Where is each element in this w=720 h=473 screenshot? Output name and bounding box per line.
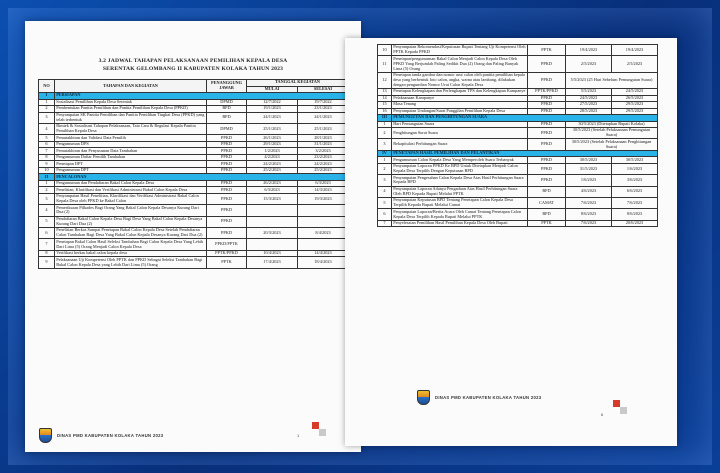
row-number: 3 (378, 139, 392, 150)
row-number: 2 (39, 187, 55, 194)
page-title-line-1: 3.2 JADWAL TAHAPAN PELAKSANAAN PEMILIHAN KEPALA DESA (98, 58, 288, 64)
row-number: 14 (378, 95, 392, 102)
activity-text: Penyampaian Laporan PPKD Ke BPD Untuk Ditetapkan Menjadi Calon Kepala Desa Terpilih Dengan Keputusan BPD (392, 163, 528, 174)
end-date: 19/4/2023 (612, 45, 658, 56)
end-date: 23/2/2023 (298, 154, 349, 161)
activity-text: Penelitian, Klarifikasi dan Verifikasi Administrasi Bakal Calon Kepala Desa (55, 187, 207, 194)
responsible-party: PPKD (207, 193, 247, 204)
row-number: 9 (39, 161, 55, 168)
row-number: 1 (378, 121, 392, 128)
row-number: 2 (378, 128, 392, 139)
responsible-party: PPKD (207, 216, 247, 227)
responsible-party: PPTK/PPKD (528, 89, 566, 96)
start-date: 25/1/2023 (247, 123, 298, 134)
row-number: 6 (39, 141, 55, 148)
end-date: 24/1/2023 (298, 112, 349, 123)
row-number: 4 (39, 205, 55, 216)
row-number: 10 (39, 167, 55, 174)
footer-page-1 (39, 428, 163, 443)
activity-text: Bimtek & Sosialisasi Tahapan Pelaksanaan, Tata Cara & Regulasi Kepala Panitia Pemilihan Kepala Desa (55, 123, 207, 134)
responsible-party: PPTK/PPKD (207, 250, 247, 257)
responsible-party: PPKD (207, 205, 247, 216)
responsible-party: PPTK (207, 257, 247, 268)
page-number: 1 (297, 433, 300, 438)
start-date: 7/6/2023 (566, 198, 612, 209)
table-row (378, 198, 658, 209)
corner-mark-red (613, 400, 620, 407)
header-mulai: MULAI (247, 86, 298, 93)
responsible-party: PPKD (207, 161, 247, 168)
activity-text: Pengumuman Daftar Pemilih Tambahan (55, 154, 207, 161)
table-row (378, 45, 658, 56)
row-number: 2 (39, 106, 55, 113)
responsible-party: PPKD (207, 135, 247, 142)
end-date: 28/1/2023 (298, 135, 349, 142)
row-number: 1 (378, 157, 392, 164)
activity-text: Pembentukan Panitia Pemilihan dan Panitia Pemilihan Kepala Desa (PPKD) (55, 106, 207, 113)
row-number: 13 (378, 89, 392, 96)
row-number: 7 (39, 148, 55, 155)
start-date: 24/2/2023 (247, 161, 298, 168)
table-row (378, 72, 658, 88)
schedule-table-page-2 (377, 44, 658, 227)
activity-text: Penyampaian Hasil Penelitian, Klarifikasi dan Verifikasi Administrasi Bakal Calon Kepala Desa oleh PPKD ke Bakal Calon (55, 193, 207, 204)
responsible-party: PPKD/PPTK (207, 239, 247, 250)
responsible-party: PPTK (528, 45, 566, 56)
start-date: 10/4/2023 (247, 250, 298, 257)
start-date: 26/2/2023 (247, 180, 298, 187)
header-penanggung-jawab: PENANGGUNG JAWAB (207, 80, 247, 93)
table-row (378, 56, 658, 72)
start-date: 28/5/2023 (566, 108, 612, 115)
responsible-party: PPKD (528, 102, 566, 109)
start-date: 25/2/2023 (247, 167, 298, 174)
responsible-party: DPMD (207, 123, 247, 134)
responsible-party: PPKD (528, 163, 566, 174)
activity-text: Pendaftaran Bakal Calon Kepala Desa Bagi Desa Yang Bakal Calon Kepala Desanya Kurang Dari Dua (2) (55, 216, 207, 227)
responsible-party: PPKD (207, 148, 247, 155)
table-row (39, 193, 349, 204)
corner-mark-red (312, 422, 319, 429)
header-selesai: SELESAI (298, 86, 349, 93)
activity-text: Penyelesaian Pemilihan Hasil Pemilihan Kepala Desa Oleh Bupati (392, 220, 528, 227)
responsible-party: PPTK (528, 220, 566, 227)
end-date (298, 205, 349, 216)
responsible-party: BPD (528, 186, 566, 197)
activity-text: Penyampaian Pengesahan Calon Kepala Desa Atas Hasil Perhitungan Suara Kepada BPD (392, 175, 528, 186)
activity-text: Penelitian Berkas Sampai Penetapan Bakal Calon Kepala Desa Setelah Pendaftaran Calon Tambahan Bagi Desa Yang Bakal Calon Kepala Desanya Kurang Dari Dua (2) (55, 228, 207, 239)
start-date: 30/5/2023 (Setelah Pelaksanaan Penghitungan Suara) (566, 139, 658, 150)
responsible-party: DPMD (207, 99, 247, 106)
row-number: 5 (39, 135, 55, 142)
header-no: NO (39, 80, 55, 93)
table-row (39, 112, 349, 123)
section-title: PERSIAPAN (55, 93, 349, 100)
row-number: 3 (378, 175, 392, 186)
end-date: 8/4/2023 (298, 228, 349, 239)
activity-text: Penetapan DPT (55, 161, 207, 168)
end-date: 3/2/2023 (298, 148, 349, 155)
activity-text: Rekapitulasi Perhitungan Suara (392, 139, 528, 150)
end-date: 6/3/2023 (298, 180, 349, 187)
start-date (247, 205, 298, 216)
page-title-line-2: SERENTAK GELOMBANG II KABUPATEN KOLAKA TAHUN 2023 (102, 66, 284, 72)
table-row (39, 228, 349, 239)
row-number: 12 (378, 72, 392, 88)
end-date: 1/6/2023 (612, 163, 658, 174)
table-row (378, 220, 658, 227)
row-number: 11 (378, 56, 392, 72)
document-page-1 (25, 21, 361, 452)
end-date: 14/4/2023 (298, 250, 349, 257)
responsible-party: PPKD (528, 157, 566, 164)
row-number: 4 (39, 123, 55, 134)
responsible-party: BPD (207, 112, 247, 123)
activity-text: Penyampaian Rekomendasi/Keputusan Bupati Tentang Uji Kompetensi Oleh PPTK Kepada PPKD (393, 44, 526, 55)
start-date: 12/7/2022 (247, 99, 298, 106)
footer-text: DINAS PMD KABUPATEN KOLAKA TAHUN 2023 (57, 433, 164, 438)
row-number: 8 (39, 250, 55, 257)
end-date: 24/5/2023 (612, 89, 658, 96)
responsible-party: CAMAT (528, 198, 566, 209)
activity-text: Pemutakhiran dan Penyusunan Data Tambahan (55, 148, 207, 155)
responsible-party: PPKD (528, 72, 566, 88)
row-number: 4 (378, 186, 392, 197)
table-row (39, 239, 349, 250)
activity-text: Pengumuman DPT (55, 167, 207, 174)
responsible-party: PPKD (528, 95, 566, 102)
start-date: 8/6/2023 (566, 209, 612, 220)
row-number: 1 (39, 180, 55, 187)
start-date: 1/6/2023 (566, 175, 612, 186)
start-date (247, 216, 298, 227)
responsible-party: PPKD (207, 187, 247, 194)
responsible-party: PPKD (528, 121, 566, 128)
responsible-party: PPKD (207, 141, 247, 148)
row-number: 3 (39, 193, 55, 204)
activity-text: Verifikasi berkas bakal calon kepala desa (55, 250, 207, 257)
responsible-party: BPD (528, 209, 566, 220)
start-date: 30/5/2023 (Ditetapkan Bupati Kolaka) (566, 121, 658, 128)
start-date: 6/3/2023 (247, 187, 298, 194)
end-date: 6/6/2023 (612, 186, 658, 197)
start-date: 4/6/2023 (566, 186, 612, 197)
page-number: 6 (601, 412, 604, 417)
table-row (378, 139, 658, 150)
footer-page-2 (417, 390, 541, 405)
end-date: 25/2/2023 (298, 167, 349, 174)
table-row (378, 128, 658, 139)
section-title: PENCALONAN (55, 174, 349, 181)
activity-text: Sosialisasi Pemilihan Kepala Desa Serentak (55, 99, 207, 106)
start-date: 2/5/2023 (566, 56, 612, 72)
activity-text: Pengumuman DPS (55, 141, 207, 148)
row-number: 6 (378, 209, 392, 220)
activity-text: Penyampaian SK Panitia Pemilihan dan Panitia Pemilihan Tingkat Desa (PPKD) yang telah terbentuk (55, 112, 207, 123)
start-date: 15/3/2023 (247, 193, 298, 204)
start-date: 19/1/2023 (247, 106, 298, 113)
table-row (39, 205, 349, 216)
row-number: 6 (39, 228, 55, 239)
header-tanggal: TANGGAL KEGIATAN (247, 80, 349, 87)
row-number: 2 (378, 163, 392, 174)
row-number: 1 (39, 99, 55, 106)
table-row (378, 163, 658, 174)
section-title: PENETAPAN HASIL PEMILIHAN DAN PELANTIKAN (392, 150, 658, 157)
responsible-party: PPKD (528, 108, 566, 115)
row-number: 5 (39, 216, 55, 227)
responsible-party: PPKD (207, 180, 247, 187)
section-number: I (39, 93, 55, 100)
table-row (378, 209, 658, 220)
end-date: 20/6/2023 (612, 220, 658, 227)
table-row (378, 186, 658, 197)
start-date: 30/5/2023 (Setelah Pelaksanaan Pemungutan Suara) (566, 128, 658, 139)
row-number: 15 (378, 102, 392, 109)
activity-text: Pelaksanaan Kampanye (392, 95, 528, 102)
document-page-2 (345, 38, 677, 446)
start-date: 5/5/2023 (566, 89, 612, 96)
end-date: 23/1/2023 (298, 106, 349, 113)
start-date: 17/4/2023 (247, 257, 298, 268)
row-number: 16 (378, 108, 392, 115)
responsible-party: PPKD (528, 56, 566, 72)
end-date: 26/5/2023 (612, 95, 658, 102)
responsible-party: PPKD (207, 167, 247, 174)
start-date: 5/5/2023 (25 Hari Sebelum Pemungutan Suara) (566, 72, 658, 88)
activity-text: Pelaksanaan Uji Kompetensi Oleh PPTK dan PPKD Sebagai Seleksi Tambahan Bagi Bakal Calon Kepala Desa yang Lebih Dari Lima (5) Orang (55, 257, 207, 268)
activity-text: Masa Tenang (392, 102, 528, 109)
row-number: 7 (39, 239, 55, 250)
table-row (39, 123, 349, 134)
end-date: 2/5/2023 (612, 56, 658, 72)
end-date: 30/5/2023 (612, 157, 658, 164)
row-number: 3 (39, 112, 55, 123)
activity-text: Penyampaian Laporan Adanya Pengaduan Atas Hasil Perhitungan Suara Oleh BPD Kepada Bupati Melalui PPTK (392, 186, 528, 197)
activity-text: Penetapan/pengumuman Bakal Calon Menjadi Calon Kepala Desa Oleh PPKD Yang Berjumlah Paling Sedikit Dua (2) Orang dan Paling Banyak Lima (5) Orang (392, 56, 528, 72)
activity-text: Penetapan Bakal Calon Hasil Seleksi Tambahan Bagi Calon Kepala Desa Yang Lebih Dari Lima (5) Orang Menjadi Calon Kepala Desa (55, 239, 207, 250)
section-number: III (378, 115, 392, 122)
schedule-table-page-1 (38, 79, 349, 269)
responsible-party: PPKD (207, 228, 247, 239)
activity-text: Pengumuman Calon Kepala Desa Yang Memperoleh Suara Terbanyak (392, 157, 528, 164)
end-date (298, 239, 349, 250)
footer-text: DINAS PMD KABUPATEN KOLAKA TAHUN 2023 (435, 395, 542, 400)
section-number: IV (378, 150, 392, 157)
start-date: 19/4/2023 (566, 45, 612, 56)
table-row (39, 257, 349, 268)
end-date: 14/3/2023 (298, 187, 349, 194)
responsible-party: BPD (207, 106, 247, 113)
kolaka-logo-icon (417, 390, 430, 405)
corner-mark-grey (620, 407, 627, 414)
end-date: 29/5/2023 (612, 102, 658, 109)
row-number: 9 (39, 257, 55, 268)
header-kegiatan: TAHAPAN DAN KEGIATAN (55, 80, 207, 93)
table-row (378, 175, 658, 186)
activity-text: Penyampaian Keputusan BPD Tentang Penetapan Calon Kepala Desa Terpilih Kepada Bupati Melalui Camat (392, 198, 528, 209)
end-date: 24/2/2023 (298, 161, 349, 168)
table-row (39, 216, 349, 227)
start-date (247, 239, 298, 250)
start-date: 29/1/2023 (247, 141, 298, 148)
responsible-party: PPKD (528, 175, 566, 186)
end-date: 7/6/2023 (612, 198, 658, 209)
start-date: 26/1/2023 (247, 135, 298, 142)
responsible-party: PPKD (207, 154, 247, 161)
section-number: II (39, 174, 55, 181)
end-date: 25/1/2023 (298, 123, 349, 134)
responsible-party: PPKD (528, 128, 566, 139)
row-number: 5 (378, 198, 392, 209)
start-date: 4/2/2023 (247, 154, 298, 161)
start-date: 24/1/2023 (247, 112, 298, 123)
kolaka-logo-icon (39, 428, 52, 443)
row-number: 8 (39, 154, 55, 161)
end-date: 19/3/2023 (298, 193, 349, 204)
end-date: 8/6/2023 (612, 209, 658, 220)
responsible-party: PPKD (528, 139, 566, 150)
activity-text: Penyampaian Laporan/Berita Acara Oleh Camat Tentang Penetapan Calon Kepala Desa Terpilih Kepada Bupati Melalui PPTK (392, 209, 528, 220)
start-date: 20/3/2023 (247, 228, 298, 239)
start-date: 24/5/2023 (566, 95, 612, 102)
start-date: 30/5/2023 (566, 157, 612, 164)
start-date: 7/6/2023 (566, 220, 612, 227)
end-date: 18/4/2023 (298, 257, 349, 268)
end-date: 3/6/2023 (612, 175, 658, 186)
row-number: 7 (378, 220, 392, 227)
activity-text: Penghitungan Surat Suara (392, 128, 528, 139)
activity-text: Hari Pemungutan Suara (392, 121, 528, 128)
activity-text: Penyampaian Undangan/Surat Panggilan Pemilihan Kepala Desa (392, 108, 528, 115)
activity-text: Penetapan Kelengkapan dan Perlengkapan TPS dan Kelengkapan Kampanye (392, 89, 528, 96)
row-number: 10 (378, 45, 392, 56)
start-date: 31/5/2023 (566, 163, 612, 174)
end-date (298, 216, 349, 227)
corner-mark-grey (319, 429, 326, 436)
activity-text: Pemutakhiran dan Validasi Data Pemilih (55, 135, 207, 142)
start-date: 27/5/2023 (566, 102, 612, 109)
end-date: 19/7/2022 (298, 99, 349, 106)
activity-text: Pengumuman dan Pendaftaran Bakal Calon Kepala Desa (55, 180, 207, 187)
section-title: PEMUNGUTAN DAN PENGHITUNGAN SUARA (392, 115, 658, 122)
end-date: 31/1/2023 (298, 141, 349, 148)
start-date: 1/2/2023 (247, 148, 298, 155)
activity-text: Penetapan tanda gambar dan nomor urut calon oleh panitia pemilihan kepala desa yang berbentuk foto calon, angka, warna atau lambang, dilakukan dengan pengundian Nomor Urut Calon Kepala Desa (392, 72, 528, 88)
activity-text: Pemeriksaan Pilkades Bagi Orang Yang Bakal Calon Kepala Desanya Kurang Dari Dua (2) (55, 205, 207, 216)
end-date: 29/5/2023 (612, 108, 658, 115)
